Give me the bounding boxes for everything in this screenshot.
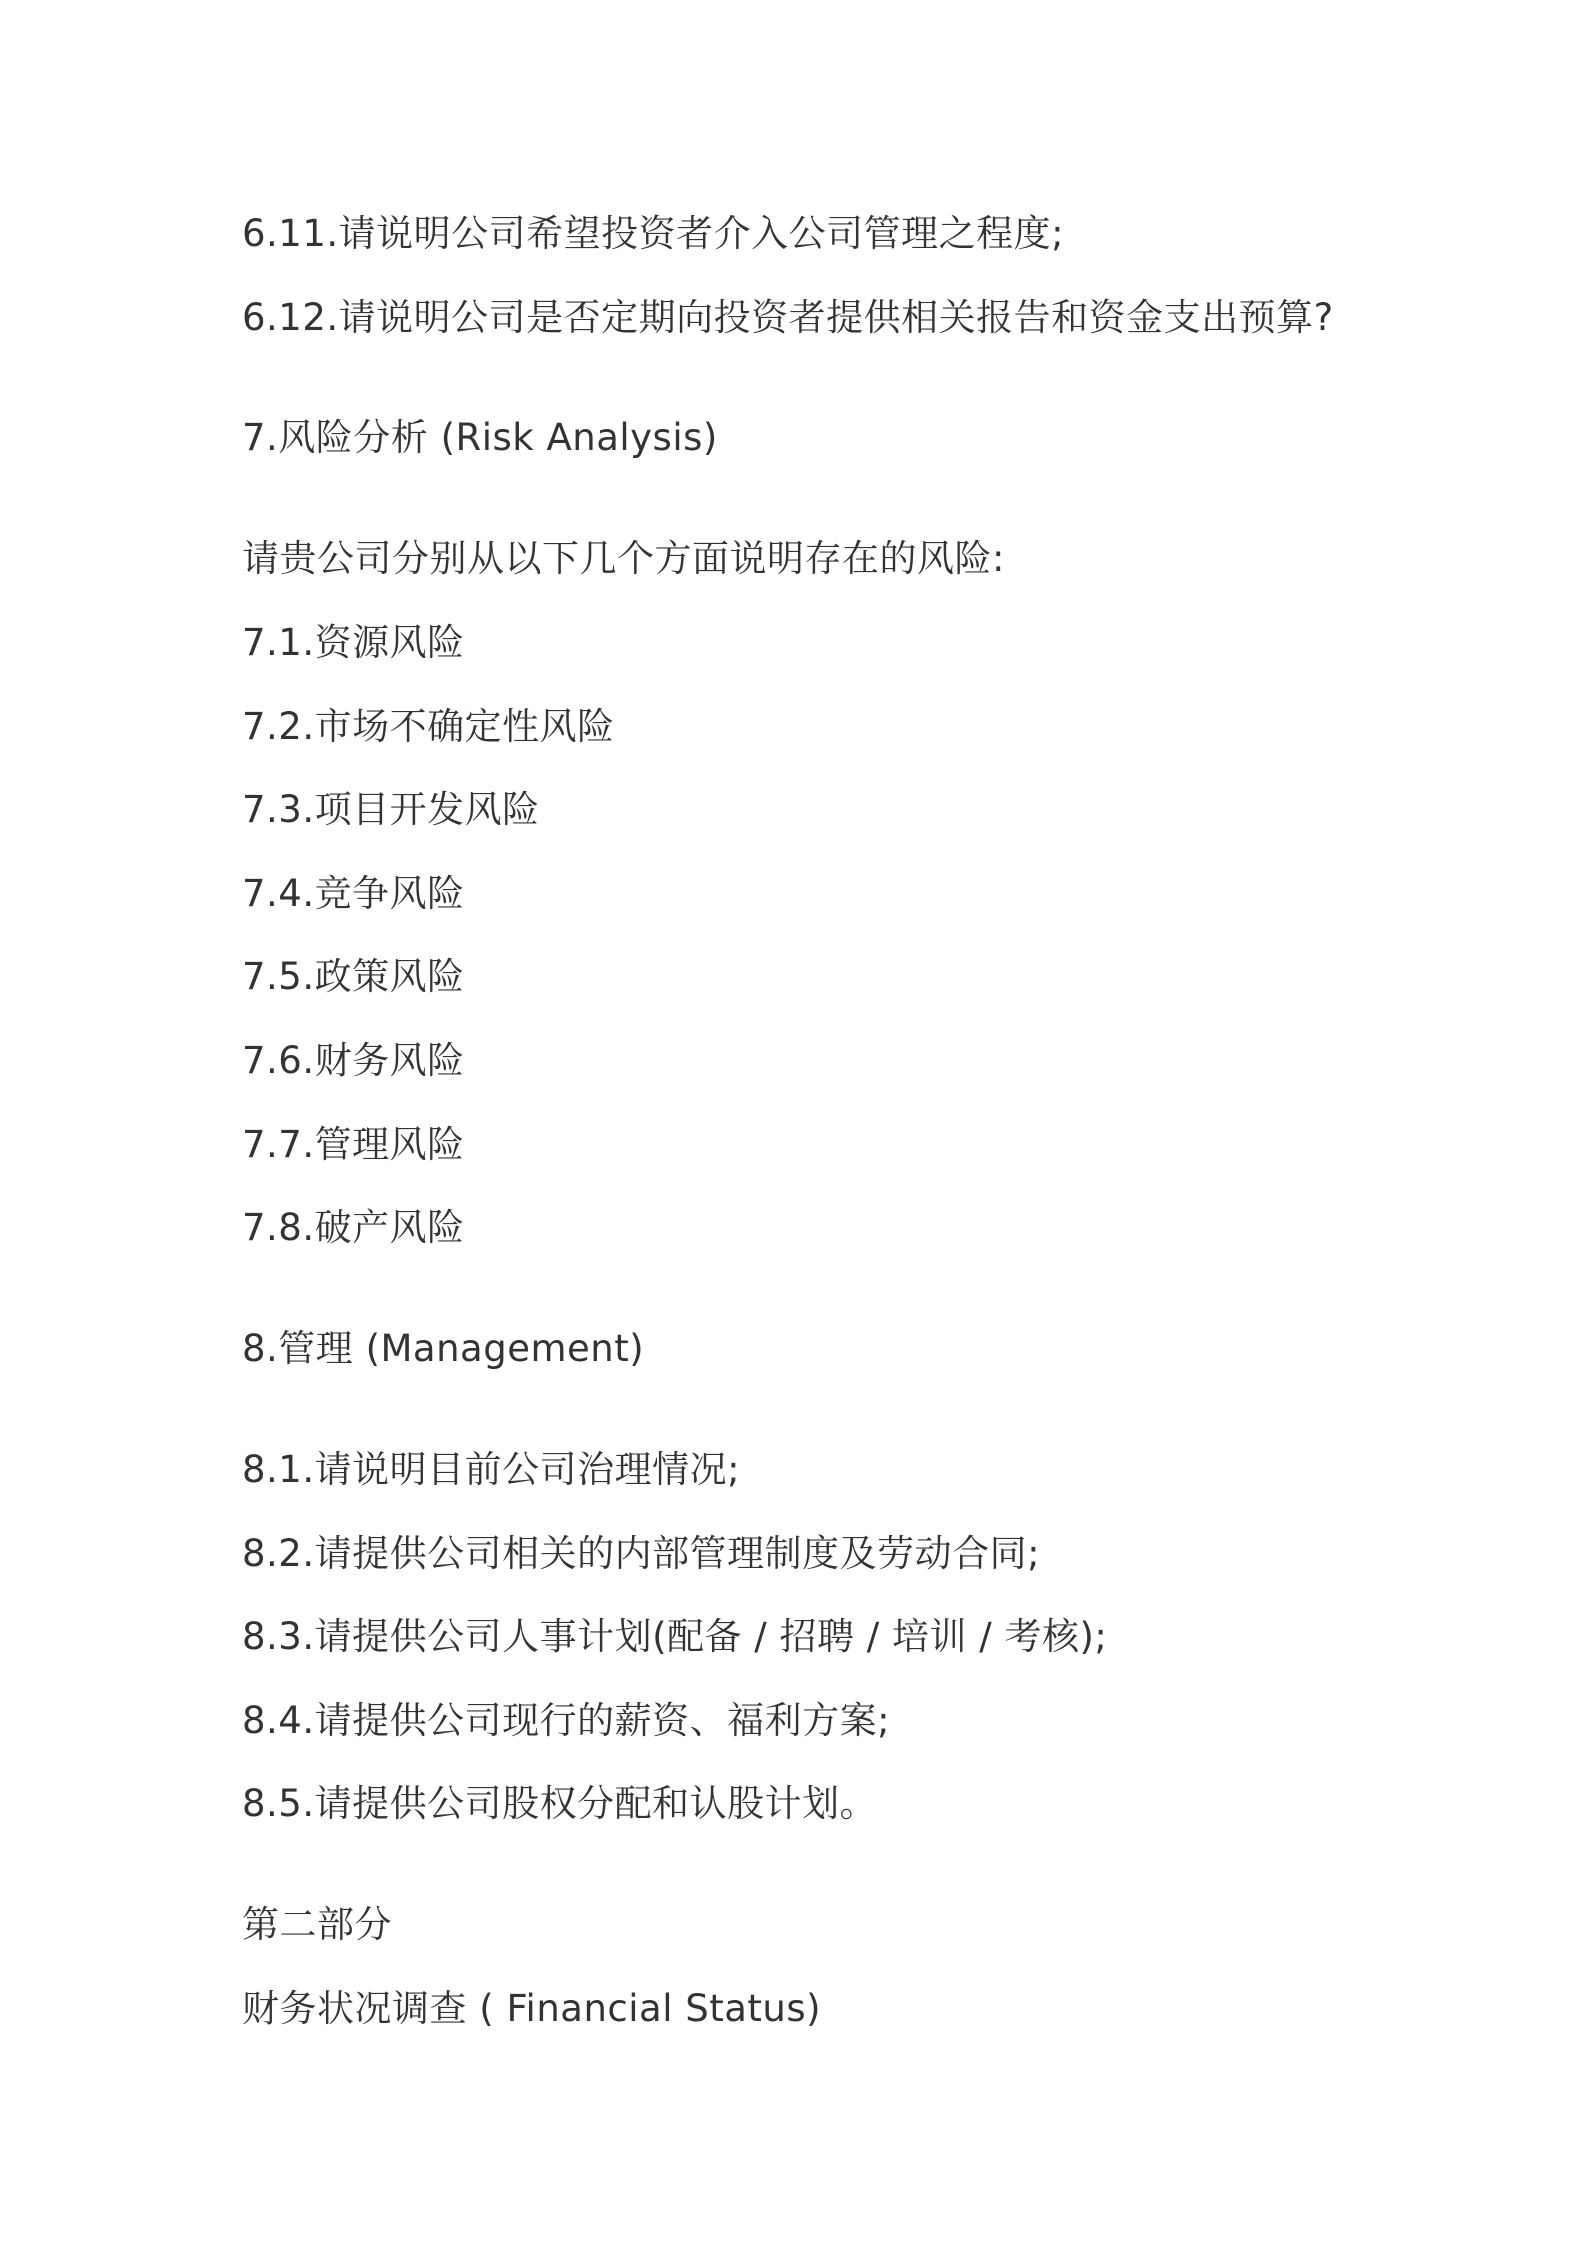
section-8-heading: 8.管理 (Management) bbox=[242, 1327, 645, 1370]
risk-item: 7.4.竞争风险 bbox=[242, 872, 465, 915]
management-item: 8.1.请说明目前公司治理情况; bbox=[242, 1448, 741, 1491]
management-item: 8.5.请提供公司股权分配和认股计划。 bbox=[242, 1782, 878, 1825]
item-6-11: 6.11.请说明公司希望投资者介入公司管理之程度; bbox=[242, 212, 1065, 255]
risk-item: 7.8.破产风险 bbox=[242, 1206, 465, 1249]
risk-item: 7.2.市场不确定性风险 bbox=[242, 705, 615, 748]
section-7-heading: 7.风险分析 (Risk Analysis) bbox=[242, 416, 718, 459]
risk-item: 7.6.财务风险 bbox=[242, 1039, 465, 1082]
item-6-12: 6.12.请说明公司是否定期向投资者提供相关报告和资金支出预算? bbox=[242, 296, 1334, 339]
risk-item: 7.3.项目开发风险 bbox=[242, 788, 540, 831]
management-item: 8.3.请提供公司人事计划(配备 / 招聘 / 培训 / 考核); bbox=[242, 1615, 1108, 1658]
part-2-title: 财务状况调查 ( Financial Status) bbox=[242, 1987, 822, 2030]
part-2-label: 第二部分 bbox=[242, 1903, 392, 1946]
risk-item: 7.1.资源风险 bbox=[242, 621, 465, 664]
management-item: 8.2.请提供公司相关的内部管理制度及劳动合同; bbox=[242, 1532, 1041, 1575]
management-item: 8.4.请提供公司现行的薪资、福利方案; bbox=[242, 1699, 891, 1742]
section-7-intro: 请贵公司分别从以下几个方面说明存在的风险: bbox=[242, 537, 1005, 580]
risk-item: 7.5.政策风险 bbox=[242, 955, 465, 998]
risk-item: 7.7.管理风险 bbox=[242, 1123, 465, 1166]
